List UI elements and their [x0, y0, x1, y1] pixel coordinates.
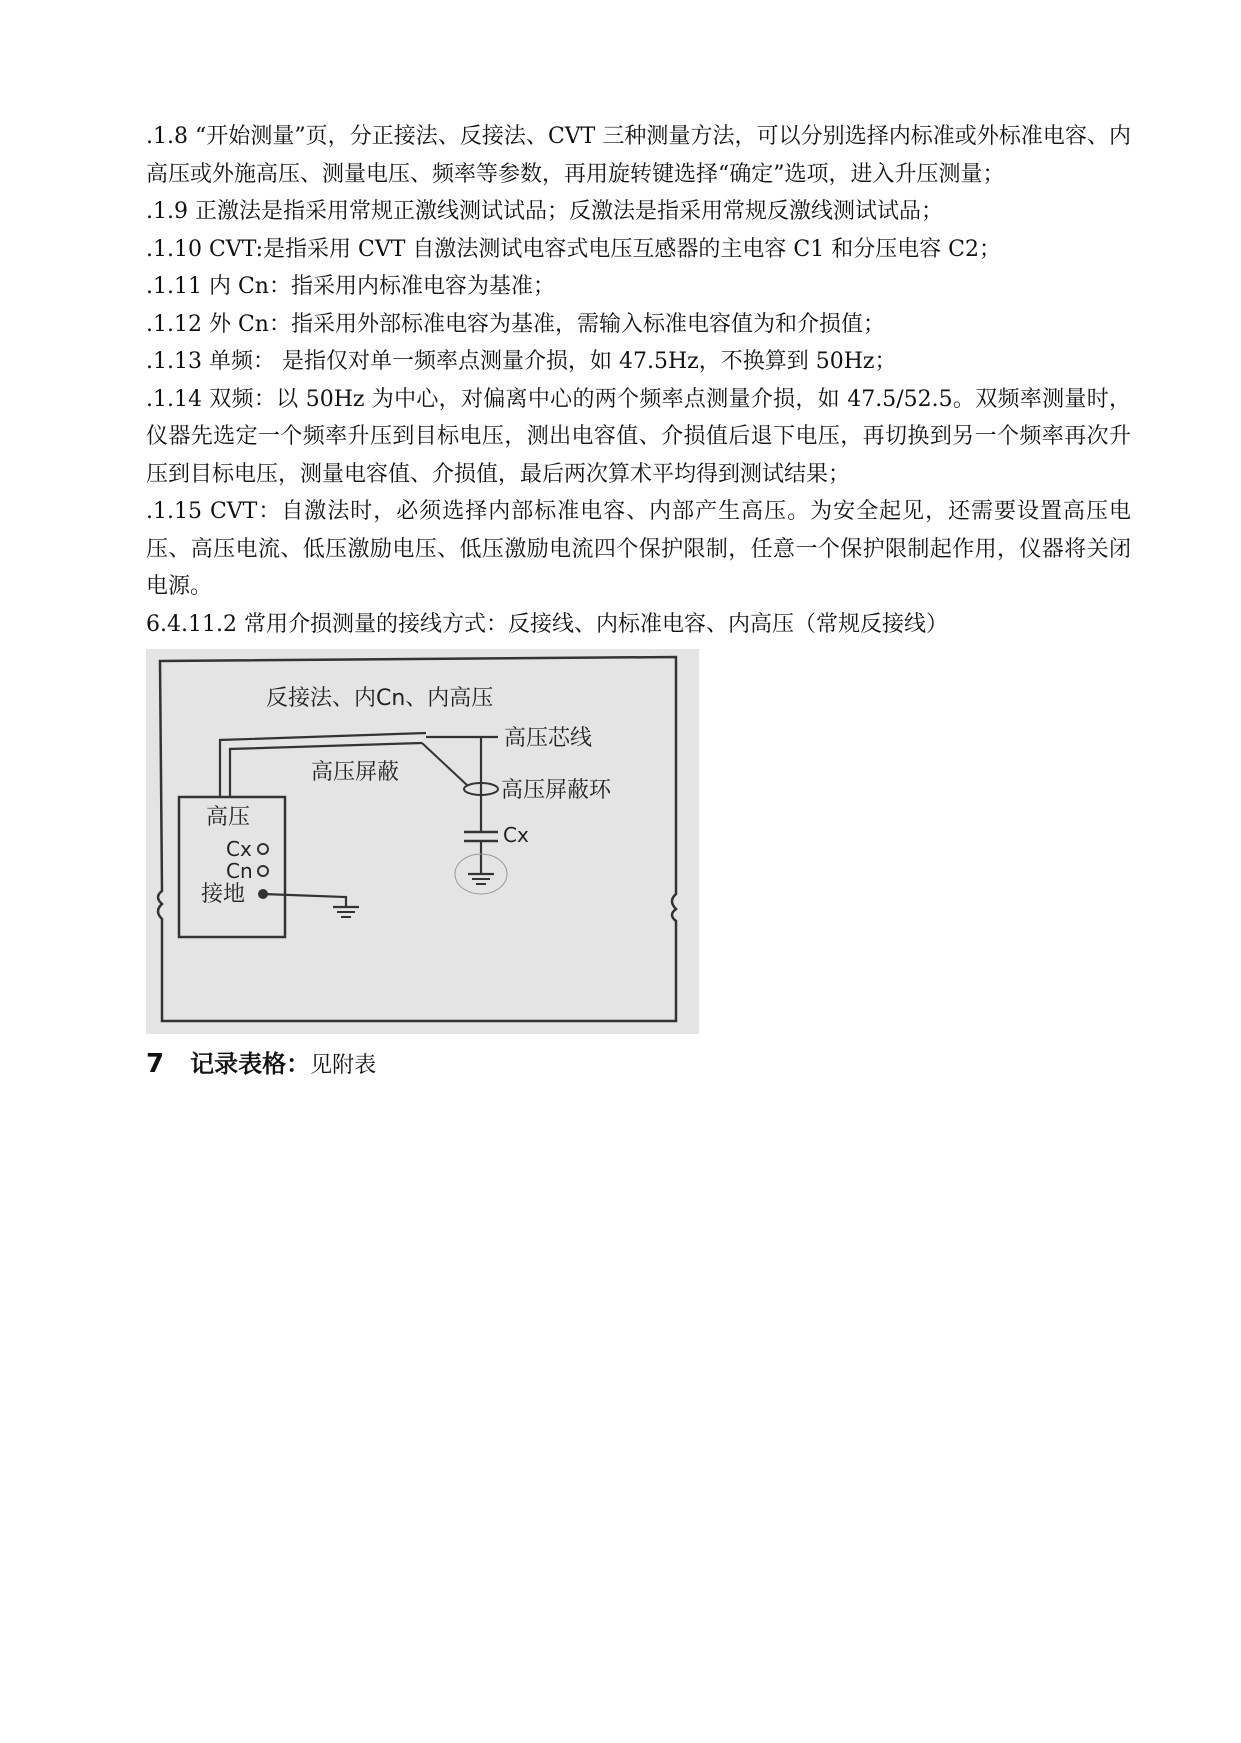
section-number: 7	[146, 1049, 165, 1079]
hv-shield-ring-label: 高压屏蔽环	[501, 778, 612, 803]
paragraph-1-11: .1.11 内 Cn：指采用内标准电容为基准；	[146, 274, 555, 299]
ground-wire	[263, 894, 346, 907]
paragraph-1-15: .1.15 CVT：自激法时，必须选择内部标准电容、内部产生高压。为安全起见，还需要设置高压电压、高压电流、低压激励电压、低压激励电流四个保护限制，任意一个保护限制起作用，仪器将关闭电源。	[146, 499, 1131, 599]
diagram-title: 反接法、内Cn、内高压	[266, 686, 494, 711]
wiring-diagram-svg	[146, 649, 699, 1034]
section-label: 记录表格：	[190, 1050, 311, 1078]
panel-cx-label: Cx	[226, 837, 252, 861]
shield-ring-lead	[422, 743, 468, 786]
paragraph-1-9: .1.9 正激法是指采用常规正激线测试试品；反激法是指采用常规反激线测试试品；	[146, 199, 943, 224]
cx-terminal-icon	[258, 844, 268, 854]
panel-ground-label: 接地	[201, 882, 246, 907]
document-body	[146, 118, 1131, 1086]
cn-terminal-icon	[258, 866, 268, 876]
wiring-diagram	[146, 649, 699, 1034]
paragraph-6-4-11-2: 6.4.11.2 常用介损测量的接线方式：反接线、内标准电容、内高压（常规反接线）	[146, 611, 948, 637]
paragraph-1-13: .1.13 单频： 是指仅对单一频率点测量介损，如 47.5Hz，不换算到 50Hz；	[146, 349, 897, 374]
paragraph-1-10: .1.10 CVT:是指采用 CVT 自激法测试电容式电压互感器的主电容 C1 和分压电容 C2；	[146, 236, 1002, 262]
section-value: 见附表	[310, 1053, 377, 1078]
hv-core-label: 高压芯线	[504, 726, 593, 751]
panel-hv-label: 高压	[206, 805, 251, 830]
paragraph-1-14: .1.14 双频：以 50Hz 为中心，对偏离中心的两个频率点测量介损，如 47.5/52.5。双频率测量时，仪器先选定一个频率升压到目标电压，测出电容值、介损值后退下电压，再切换到另一个频率再次升压到目标电压，测量电容值、介损值，最后两次算术平均得到测试结果；	[146, 386, 1131, 487]
hv-shield-label: 高压屏蔽	[311, 760, 400, 785]
panel-cn-label: Cn	[226, 859, 253, 883]
paragraph-1-8: .1.8 “开始测量”页，分正接法、反接法、CVT 三种测量方法，可以分别选择内标准或外标准电容、内高压或外施高压、测量电压、频率等参数，再用旋转键选择“确定”选项，进入升压测量；	[146, 124, 1131, 187]
paragraph-1-12: .1.12 外 Cn：指采用外部标准电容为基准，需输入标准电容值为和介损值；	[146, 311, 885, 337]
cx-label: Cx	[503, 823, 529, 847]
section-7	[146, 1044, 1131, 1086]
